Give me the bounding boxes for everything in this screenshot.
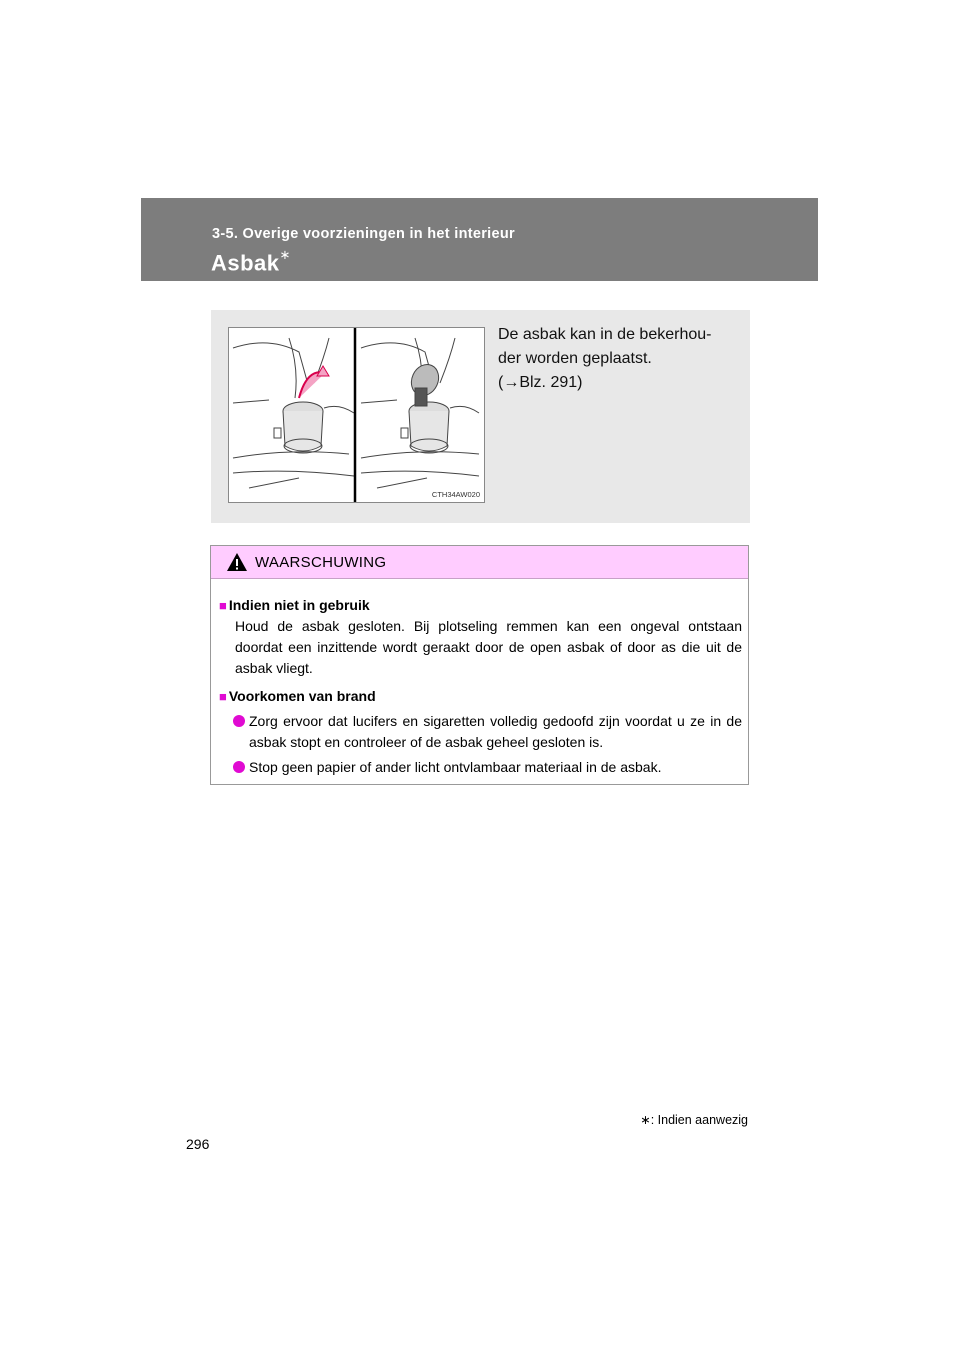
optional-equipment-mark: ∗ [279, 247, 291, 262]
section-header-band [141, 198, 818, 281]
warning-item-text: Houd de asbak gesloten. Bij plotseling remmen kan een ongeval ontstaan doordat een inzittende wordt geraakt door de open asbak of door as die uit de asbak vliegt. [235, 618, 742, 676]
warning-triangle-icon [226, 552, 248, 572]
intro-text-line: der worden geplaatst. [498, 350, 652, 367]
warning-box [210, 545, 749, 785]
warning-sub-item-text: Stop geen papier of ander licht ontvlambaar materiaal in de asbak. [249, 759, 662, 775]
page-reference: (→Blz. 291) [498, 374, 583, 391]
warning-sub-item [233, 711, 742, 753]
footnote: ∗: Indien aanwezig [640, 1113, 748, 1127]
square-bullet-icon: ■ [219, 598, 227, 613]
intro-text-line: De asbak kan in de bekerhou- [498, 326, 712, 343]
figure-code: CTH34AW020 [431, 490, 480, 499]
warning-header [211, 546, 748, 579]
page-title [211, 247, 291, 276]
page-number: 296 [186, 1136, 210, 1152]
dot-bullet-icon [233, 761, 245, 773]
warning-sub-item-text: Zorg ervoor dat lucifers en sigaretten volledig gedoofd zijn voordat u ze in de asbak stopt en controleer of de asbak geheel gesloten is. [249, 713, 742, 750]
warning-item-heading [219, 686, 742, 707]
intro-box [211, 310, 750, 523]
square-bullet-icon: ■ [219, 689, 227, 704]
warning-sub-item [233, 757, 742, 778]
warning-item-heading-text: Indien niet in gebruik [228, 597, 370, 613]
dot-bullet-icon [233, 715, 245, 727]
warning-body [211, 579, 748, 778]
warning-title: WAARSCHUWING [255, 554, 387, 571]
ashtray-drawing [229, 328, 484, 502]
warning-item-heading-text: Voorkomen van brand [228, 688, 376, 704]
warning-item-heading [219, 595, 742, 616]
intro-text [498, 323, 746, 395]
page-title-text: Asbak [211, 250, 280, 276]
ashtray-illustration [228, 327, 485, 503]
section-label: 3-5. Overige voorzieningen in het interieur [212, 226, 515, 242]
